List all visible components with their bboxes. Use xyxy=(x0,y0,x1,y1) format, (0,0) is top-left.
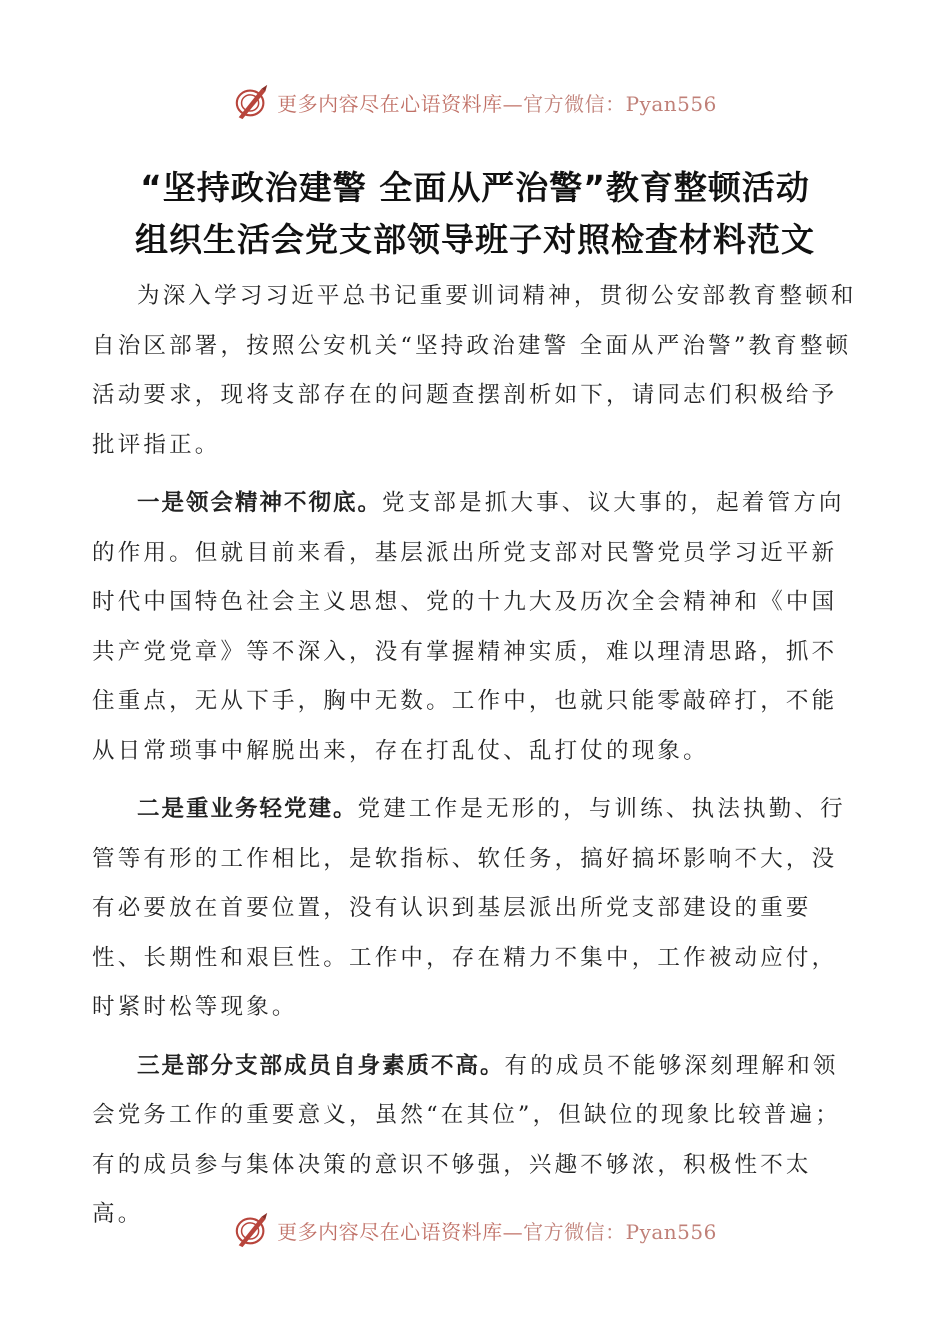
section-paragraph-1 xyxy=(92,479,862,776)
section-text-2: 党建工作是无形的，与训练、执法执勤、行管等有形的工作相比，是软指标、软任务，搞好搞坏影响不大，没有必要放在首要位置，没有认识到基层派出所党支部建设的重要性、长期性和艰巨性。工作中，存在精力不集中，工作被动应付，时紧时松等现象。 xyxy=(92,796,846,1020)
footer-banner xyxy=(0,1208,950,1252)
page-title-line-1: “坚持政治建警 全面从严治警”教育整顿活动 xyxy=(140,168,810,207)
banner-text: 更多内容尽在心语资料库—官方微信：Pyan556 xyxy=(277,1219,717,1244)
pen-logo-icon xyxy=(233,1211,271,1249)
banner-text: 更多内容尽在心语资料库—官方微信：Pyan556 xyxy=(277,91,717,116)
section-heading-3: 三是部分支部成员自身素质不高。 xyxy=(137,1052,505,1079)
section-paragraph-2 xyxy=(92,785,862,1033)
pen-logo-icon xyxy=(233,83,271,121)
intro-paragraph: 为深入学习习近平总书记重要训词精神，贯彻公安部教育整顿和自治区部署，按照公安机关“坚持政治建警 全面从严治警”教育整顿活动要求，现将支部存在的问题查摆剖析如下，请同志们积极给予批评指正。 xyxy=(92,283,857,458)
header-banner xyxy=(0,80,950,124)
document-body xyxy=(92,272,862,1249)
section-text-1: 党支部是抓大事、议大事的，起着管方向的作用。但就目前来看，基层派出所党支部对民警党员学习近平新时代中国特色社会主义思想、党的十九大及历次全会精神和《中国共产党党章》等不深入，没有掌握精神实质，难以理清思路，抓不住重点，无从下手，胸中无数。工作中，也就只能零敲碎打，不能从日常琐事中解脱出来，存在打乱仗、乱打仗的现象。 xyxy=(92,490,845,764)
page-title-line-2: 组织生活会党支部领导班子对照检查材料范文 xyxy=(135,220,815,259)
section-heading-2: 二是重业务轻党建。 xyxy=(137,796,358,822)
section-text-3: 有的成员不能够深刻理解和领会党务工作的重要意义，虽然“在其位”，但缺位的现象比较普遍；有的成员参与集体决策的意识不够强，兴趣不够浓，积极性不太高。 xyxy=(92,1052,842,1227)
section-heading-1: 一是领会精神不彻底。 xyxy=(137,490,383,516)
